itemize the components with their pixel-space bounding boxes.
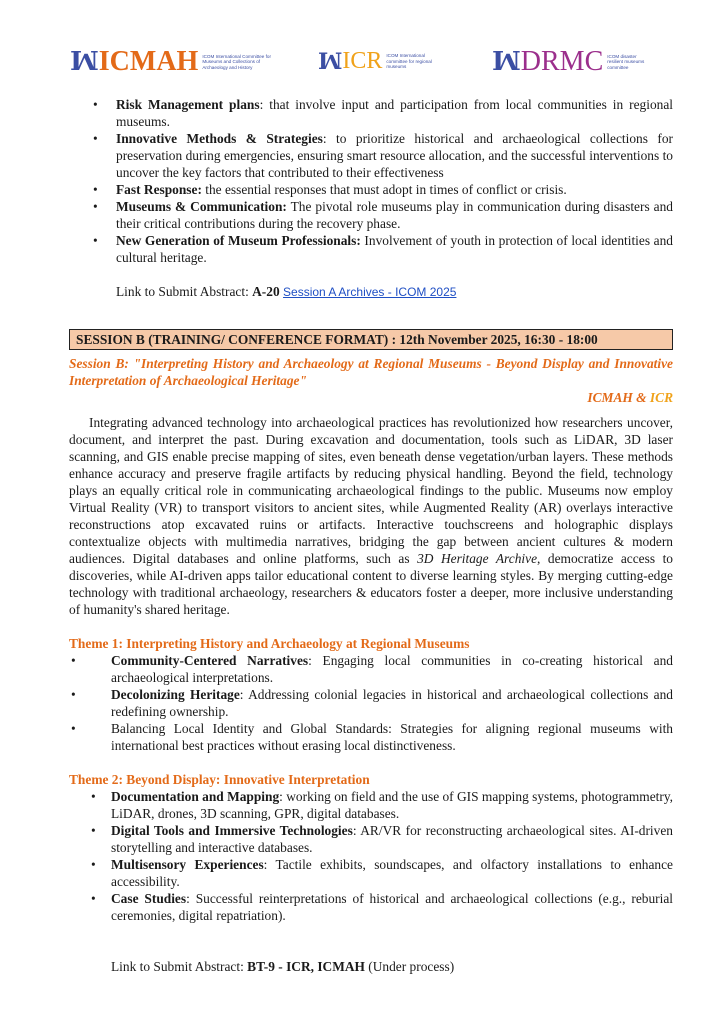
bullet-text: the essential responses that must adopt in times of conflict or crisis.: [201, 182, 567, 197]
session-b-organizers: [69, 389, 673, 406]
icmah-logo-tag: ICOM International Committee for Museums and Collections of Archaeology and History: [202, 53, 272, 70]
drmc-logo-tag: ICOM disaster resilient museums committee: [607, 53, 645, 70]
organizer-separator: &: [632, 390, 650, 405]
logo-bar: [0, 44, 724, 84]
description-italic-term: 3D Heritage Archive: [417, 551, 538, 566]
list-item: [69, 232, 673, 266]
submit-status: (Under process): [364, 959, 455, 974]
session-a-bullet-list: [69, 96, 673, 266]
icmah-logo: [70, 46, 280, 78]
submit-code: BT-9 - ICR, ICMAH: [247, 959, 365, 974]
bullet-text: : that involve input and participation from local communities in regional museums.: [116, 97, 673, 129]
bullet-term: New Generation of Museum Professionals:: [116, 233, 361, 248]
icr-logo-name: ICR: [342, 48, 383, 74]
bullet-term: Documentation and Mapping: [111, 789, 280, 804]
session-b-title: Session B: "Interpreting History and Archaeology at Regional Museums - Beyond Display and Innovative Interpretation of Archaeological Heritage": [69, 356, 673, 388]
theme-2-bullet-list: [69, 788, 673, 924]
icr-logo-tag: ICOM International committee for regional museums: [386, 53, 432, 70]
list-item: [69, 686, 673, 720]
drmc-logo-name: DRMC: [520, 46, 604, 77]
list-item: [69, 198, 673, 232]
bullet-term: Community-Centered Narratives: [111, 653, 309, 668]
theme-1-bullet-list: [69, 652, 673, 754]
icmah-logo-name: ICMAH: [98, 46, 199, 77]
bullet-term: Risk Management plans: [116, 97, 260, 112]
bullet-text: : working on field and the use of GIS mapping systems, photogrammetry, LiDAR, drones, 3D scanning, GPR, digital databases.: [111, 789, 673, 821]
bullet-term: Multisensory Experiences: [111, 857, 264, 872]
list-item: [69, 822, 673, 856]
bullet-text: : to prioritize historical and archaeological collections for preservation during emergencies, ensuring smart resource allocation, and the successful interventions to uncover the key factors that contributed to their effectiveness: [116, 131, 673, 180]
bullet-text: : Tactile exhibits, soundscapes, and olfactory installations to enhance accessibility.: [111, 857, 673, 889]
bullet-text: The pivotal role museums play in communication during disasters and their critical contributions during the recovery phase.: [116, 199, 673, 231]
submit-code: A-20: [252, 284, 280, 299]
theme-1-heading: Theme 1: Interpreting History and Archaeology at Regional Museums: [69, 636, 470, 651]
bullet-term: Innovative Methods & Strategies: [116, 131, 323, 146]
bullet-text: : Engaging local communities in co-creating historical and archaeological interpretations.: [111, 653, 673, 685]
document-body: [69, 96, 673, 975]
session-a-submit-line: [69, 283, 673, 301]
description-part-2: , democratize access to discoveries, while AI-driven apps tailor educational content to diverse learning styles. By merging cutting-edge technology with traditional archaeology, researchers & educators foster a deeper, more inclusive understanding of humanity's shared heritage.: [69, 551, 673, 617]
theme-2-heading: Theme 2: Beyond Display: Innovative Interpretation: [69, 772, 370, 787]
list-item: [69, 652, 673, 686]
submit-prefix: Link to Submit Abstract:: [111, 959, 248, 974]
bullet-text: : Successful reinterpretations of historical and archaeological collections (e.g., reburial ceremonies, digital repatriation).: [111, 891, 674, 923]
icr-logo: [318, 48, 432, 75]
list-item: [69, 720, 673, 754]
submit-prefix: Link to Submit Abstract:: [116, 284, 253, 299]
bullet-text: : Addressing colonial legacies in historical and archaeological collections and redefining ownership.: [111, 687, 673, 719]
bullet-text: : AR/VR for reconstructing archaeological sites. AI-driven storytelling and interactive databases.: [111, 823, 673, 855]
list-item: [69, 181, 673, 198]
bullet-text: Balancing Local Identity and Global Standards: Strategies for aligning regional museums with international best practices without erasing local distinctiveness.: [111, 721, 673, 753]
list-item: [69, 890, 673, 924]
bullet-term: Digital Tools and Immersive Technologies: [111, 823, 353, 838]
bullet-term: Fast Response:: [116, 182, 202, 197]
organizer-icr: ICR: [649, 390, 673, 405]
session-b-description: [69, 414, 673, 618]
list-item: [69, 130, 673, 181]
session-a-archives-link[interactable]: Session A Archives - ICOM 2025: [283, 285, 457, 299]
bullet-term: Museums & Communication:: [116, 199, 287, 214]
bullet-term: Decolonizing Heritage: [111, 687, 240, 702]
description-part-1: Integrating advanced technology into archaeological practices has revolutionized how researchers uncover, document, and interpret the past. During excavation and documentation, tools such as LiDAR, 3D laser scanning, and GIS enable precise mapping of sites, even beneath dense vegetation/urban layers. These methods enhance accuracy and preserve fragile artifacts by reducing physical handling. Beyond the field, technology plays an equally critical role in communicating archaeological findings to the public. Museums now employ Virtual Reality (VR) to transport visitors to ancient sites, while Augmented Reality (AR) overlays interactive reconstructions atop excavated ruins or artifacts. Interactive touchscreens and holographic displays contextualize objects with multimedia narratives, bridging the gap between ancient cultures & modern audiences. Digital databases and online platforms, such as: [69, 415, 673, 566]
list-item: [69, 856, 673, 890]
bullet-text: Involvement of youth in protection of local identities and cultural heritage.: [116, 233, 673, 265]
icom-m-icon: ꟽ: [70, 47, 95, 77]
session-b-submit-line: [69, 958, 673, 975]
bullet-term: Case Studies: [111, 891, 187, 906]
session-b-header: SESSION B (TRAINING/ CONFERENCE FORMAT) : 12th November 2025, 16:30 - 18:00: [69, 329, 673, 350]
list-item: [69, 96, 673, 130]
drmc-logo: [492, 46, 651, 78]
icom-m-icon: ꟽ: [492, 47, 517, 77]
icom-m-icon: ꟽ: [318, 48, 339, 75]
list-item: [69, 788, 673, 822]
organizer-icmah: ICMAH: [587, 390, 633, 405]
